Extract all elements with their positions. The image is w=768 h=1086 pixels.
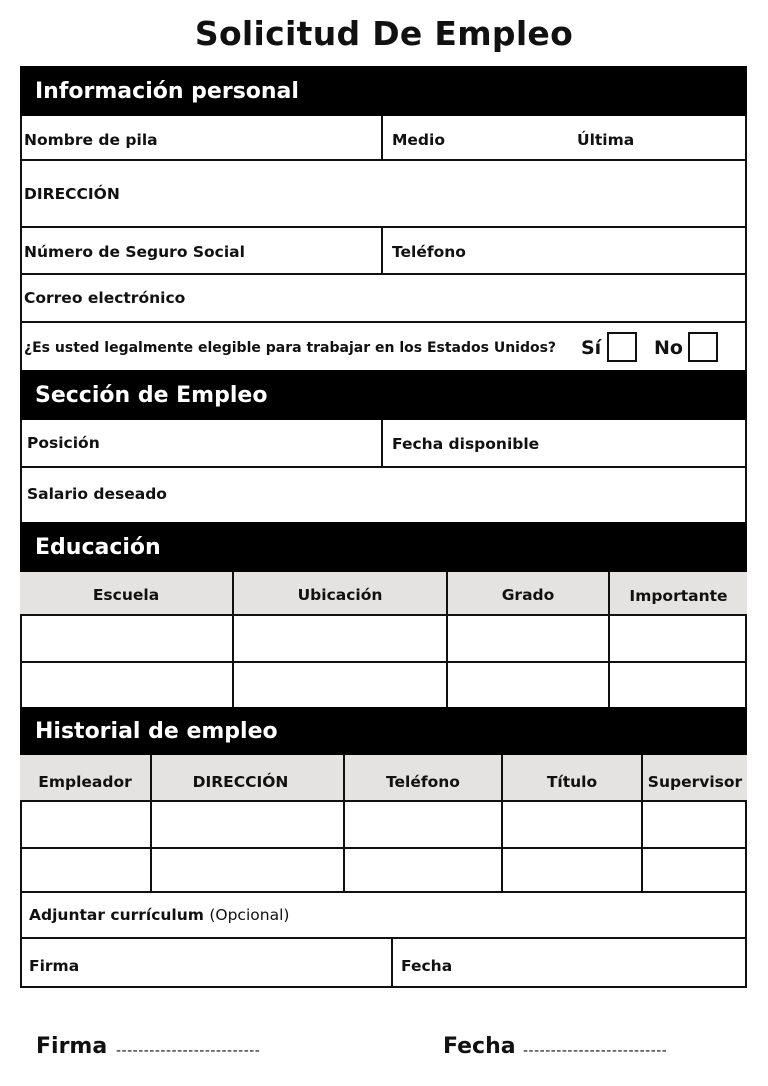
- divider: [381, 116, 383, 159]
- no-label: No: [654, 337, 683, 359]
- attach-resume-label: Adjuntar currículum: [29, 906, 204, 924]
- column-header-address: DIRECCIÓN: [192, 773, 289, 791]
- no-checkbox[interactable]: [688, 332, 718, 362]
- yes-label: Sí: [581, 337, 602, 359]
- divider: [20, 273, 747, 275]
- footer-signature-line[interactable]: --------------------------: [116, 1043, 261, 1059]
- divider: [20, 466, 747, 468]
- divider: [381, 227, 383, 274]
- attach-optional-note: (Opcional): [209, 906, 290, 924]
- first-name-field[interactable]: Nombre de pila: [24, 131, 158, 149]
- column-header-supervisor: Supervisor: [647, 773, 743, 791]
- divider: [20, 321, 747, 323]
- desired-salary-field[interactable]: Salario deseado: [27, 485, 167, 503]
- yes-checkbox[interactable]: [607, 332, 637, 362]
- footer-date-line[interactable]: --------------------------: [523, 1043, 668, 1059]
- available-date-field[interactable]: Fecha disponible: [392, 435, 540, 453]
- ssn-field[interactable]: Número de Seguro Social: [24, 243, 245, 261]
- email-field[interactable]: Correo electrónico: [24, 289, 186, 307]
- divider: [20, 891, 747, 893]
- column-header-location: Ubicación: [297, 586, 383, 604]
- column-header-title: Título: [546, 773, 598, 791]
- column-header-school: Escuela: [92, 586, 160, 604]
- page-title: Solicitud De Empleo: [194, 14, 574, 53]
- middle-name-field[interactable]: Medio: [392, 131, 445, 149]
- column-header-phone: Teléfono: [386, 773, 460, 791]
- divider: [20, 226, 747, 228]
- position-field[interactable]: Posición: [27, 434, 100, 452]
- phone-field[interactable]: Teléfono: [392, 243, 466, 261]
- section-header-history: Historial de empleo: [20, 707, 747, 755]
- history-row[interactable]: [20, 802, 747, 847]
- divider: [381, 420, 383, 467]
- last-name-field[interactable]: Última: [577, 131, 635, 149]
- footer-signature-label: Firma: [36, 1034, 108, 1059]
- column-header-degree: Grado: [501, 586, 555, 604]
- education-row[interactable]: [20, 663, 747, 707]
- section-header-education: Educación: [20, 522, 747, 572]
- education-row[interactable]: [20, 616, 747, 661]
- section-header-personal: Información personal: [20, 66, 747, 116]
- history-row[interactable]: [20, 849, 747, 891]
- attach-resume-field[interactable]: [29, 906, 289, 924]
- date-field[interactable]: Fecha: [401, 957, 453, 975]
- section-header-employment: Sección de Empleo: [20, 370, 747, 420]
- column-header-major: Importante: [629, 587, 728, 605]
- column-header-employer: Empleador: [38, 773, 132, 791]
- divider: [391, 938, 393, 988]
- divider: [20, 159, 747, 161]
- address-field[interactable]: DIRECCIÓN: [24, 185, 120, 203]
- footer-date-label: Fecha: [443, 1034, 516, 1059]
- eligibility-question: ¿Es usted legalmente elegible para trabajar en los Estados Unidos?: [24, 340, 557, 356]
- signature-field[interactable]: Firma: [29, 957, 80, 975]
- divider: [20, 937, 747, 939]
